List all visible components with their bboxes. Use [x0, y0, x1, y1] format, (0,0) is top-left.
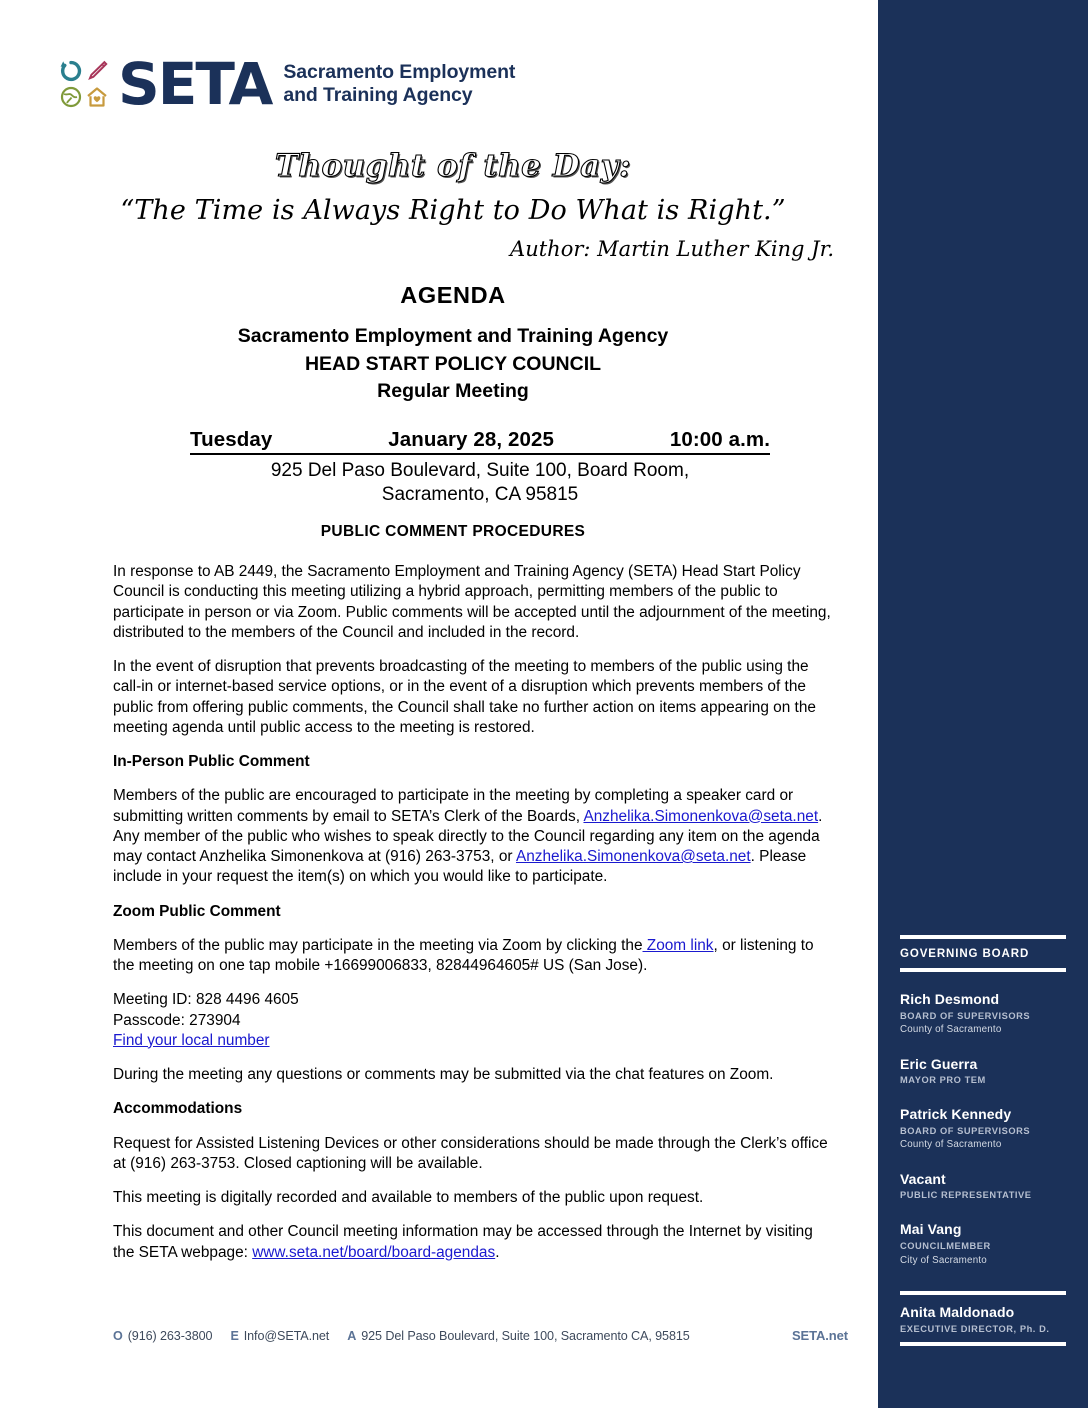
zoom-passcode: Passcode: 273904	[113, 1011, 241, 1029]
meeting-date: January 28, 2025	[388, 428, 554, 451]
clerk-email-link-2[interactable]: Anzhelika.Simonenkova@seta.net	[515, 848, 751, 865]
agenda-subheading	[58, 323, 848, 406]
paragraph-chat-note: During the meeting any questions or comments may be submitted via the chat features on Zoom.	[113, 1066, 774, 1083]
section-heading-in-person: In-Person Public Comment	[113, 753, 310, 770]
board-member-org: City of Sacramento	[900, 1254, 987, 1266]
footer-address-key: A	[347, 1329, 357, 1343]
paragraph-local-number	[113, 1031, 834, 1051]
clerk-email-link-1[interactable]: Anzhelika.Simonenkova@seta.net	[583, 807, 819, 825]
find-local-number-link[interactable]: Find your local number	[113, 1031, 270, 1049]
footer-phone	[113, 1329, 212, 1343]
paragraph-ab2449: In response to AB 2449, the Sacramento Employment and Training Agency (SETA) Head Start Policy Council is conducting this meeting utilizing a hybrid approach, permitting members of the public to participate in person or via Zoom. Public comments will be accepted until the adjournment of the meeting, distributed to the members of the Council and included in the record.	[113, 563, 831, 641]
governing-board-title: GOVERNING BOARD	[900, 948, 1030, 960]
board-member-name: Rich Desmond	[900, 991, 1000, 1007]
meeting-dateline	[190, 428, 770, 455]
board-member-role: PUBLIC REPRESENTATIVE	[900, 1190, 1032, 1201]
public-comment-procedures-title: PUBLIC COMMENT PROCEDURES	[320, 523, 586, 540]
board-member-org: County of Sacramento	[900, 1024, 1002, 1036]
zoom-meeting-link[interactable]: Zoom link	[642, 936, 714, 954]
footer-email	[230, 1329, 329, 1343]
board-member	[900, 1221, 1066, 1267]
meeting-details	[190, 428, 770, 508]
footer-phone-value: (916) 263-3800	[127, 1329, 213, 1343]
board-member	[900, 1171, 1066, 1202]
meeting-time: 10:00 a.m.	[669, 428, 770, 451]
governing-board-panel	[900, 935, 1066, 1346]
paragraph-disruption: In the event of disruption that prevents broadcasting of the meeting to members of the public using the call-in or internet-based service options, or in the event of a disruption which prevents members of the public from offering public comments, the Council shall take no further action on items appearing on the meeting agenda until public access to the meeting is restored.	[113, 658, 816, 736]
paragraph-in-person	[113, 786, 834, 887]
globe-icon	[58, 84, 84, 110]
logo-tagline	[283, 61, 515, 107]
board-rule-bottom	[900, 968, 1066, 972]
paragraph-accommodations: Request for Assisted Listening Devices or other considerations should be made through the Clerk’s office at (916) 263-3753. Closed captioning will be available.	[113, 1134, 828, 1172]
executive-director-block	[900, 1291, 1066, 1346]
board-member-role: MAYOR PRO TEM	[900, 1075, 986, 1086]
section-heading-accommodations: Accommodations	[113, 1100, 243, 1118]
house-heart-icon	[84, 84, 110, 110]
agenda-heading-block	[58, 282, 848, 406]
logo-tagline-line1: Sacramento Employment	[283, 61, 516, 83]
page-title: AGENDA	[400, 282, 506, 308]
executive-director-role: EXECUTIVE DIRECTOR, Ph. D.	[900, 1323, 1050, 1334]
address-line-2: Sacramento, CA 95815	[381, 484, 579, 506]
footer-address-value: 925 Del Paso Boulevard, Suite 100, Sacramento CA, 95815	[361, 1329, 690, 1343]
footer-email-value: Info@SETA.net	[243, 1329, 330, 1343]
zoom-text-b: , or listening to the meeting on one tap mobile +16699006833, 82844964605# US (San Jose).	[113, 936, 814, 974]
executive-director-name: Anita Maldonado	[900, 1303, 1015, 1320]
exec-rule-bottom	[900, 1342, 1066, 1346]
paragraph-zoom	[113, 936, 834, 977]
procedures-body	[113, 562, 834, 1277]
page-footer	[113, 1328, 848, 1343]
webpage-period: .	[495, 1243, 500, 1261]
section-heading-zoom: Zoom Public Comment	[113, 902, 281, 920]
board-member-name: Eric Guerra	[900, 1055, 978, 1072]
meeting-day: Tuesday	[190, 428, 273, 451]
footer-email-key: E	[230, 1329, 239, 1343]
board-member-role: BOARD OF SUPERVISORS	[900, 1010, 1031, 1021]
board-agendas-link[interactable]: www.seta.net/board/board-agendas	[252, 1243, 496, 1261]
thought-quote: “The Time is Always Right to Do What is Right.”	[120, 195, 786, 226]
in-person-text-c: . Please include in your request the item(s) on which you would like to participate.	[113, 848, 807, 886]
board-member	[900, 991, 1066, 1037]
zoom-meeting-id: Meeting ID: 828 4496 4605	[113, 991, 299, 1009]
board-member-role: BOARD OF SUPERVISORS	[900, 1125, 1031, 1136]
meeting-location	[190, 459, 770, 508]
footer-phone-key: O	[113, 1329, 123, 1343]
thought-title: Thought of the Day:	[274, 148, 632, 184]
council-name: HEAD START POLICY COUNCIL	[304, 352, 602, 375]
meeting-type: Regular Meeting	[377, 380, 529, 403]
governing-board-sidebar	[878, 0, 1088, 1408]
executive-director-info	[900, 1295, 1066, 1342]
board-member-name: Mai Vang	[900, 1221, 962, 1238]
thought-of-the-day	[58, 148, 848, 261]
pencil-icon	[84, 58, 110, 84]
paragraph-recording-note: This meeting is digitally recorded and available to members of the public upon request.	[113, 1189, 704, 1206]
board-member	[900, 1106, 1066, 1152]
webpage-text: This document and other Council meeting information may be accessed through the Internet by visiting the SETA webpage:	[113, 1223, 813, 1261]
logo-icon-grid	[58, 58, 110, 110]
address-line-1: 925 Del Paso Boulevard, Suite 100, Board Room,	[270, 460, 690, 481]
board-member-org: County of Sacramento	[900, 1139, 1002, 1151]
board-member-name: Patrick Kennedy	[900, 1106, 1012, 1123]
refresh-circle-icon	[58, 58, 84, 84]
in-person-text-b: . Any member of the public who wishes to speak directly to the Council regarding any item on the agenda may contact Anzhelika Simonenkova at (916) 263-3753, or	[113, 807, 823, 865]
agency-name: Sacramento Employment and Training Agency	[237, 325, 669, 347]
logo-wordmark: SETA	[118, 50, 272, 118]
board-member-role: COUNCILMEMBER	[900, 1240, 991, 1251]
zoom-text-a: Members of the public may participate in the meeting via Zoom by clicking the	[113, 936, 643, 954]
thought-author: Author: Martin Luther King Jr.	[510, 237, 834, 261]
footer-address	[347, 1329, 689, 1343]
footer-website[interactable]: SETA.net	[791, 1328, 848, 1343]
logo-tagline-line2: and Training Agency	[283, 84, 473, 106]
board-member	[900, 1056, 1066, 1087]
seta-logo	[58, 50, 516, 118]
board-member-name: Vacant	[900, 1170, 946, 1187]
in-person-text-a: Members of the public are encouraged to participate in the meeting by completing a speaker card or submitting written comments by email to SETA’s Clerk of the Boards,	[113, 787, 794, 825]
paragraph-webpage	[113, 1222, 834, 1263]
